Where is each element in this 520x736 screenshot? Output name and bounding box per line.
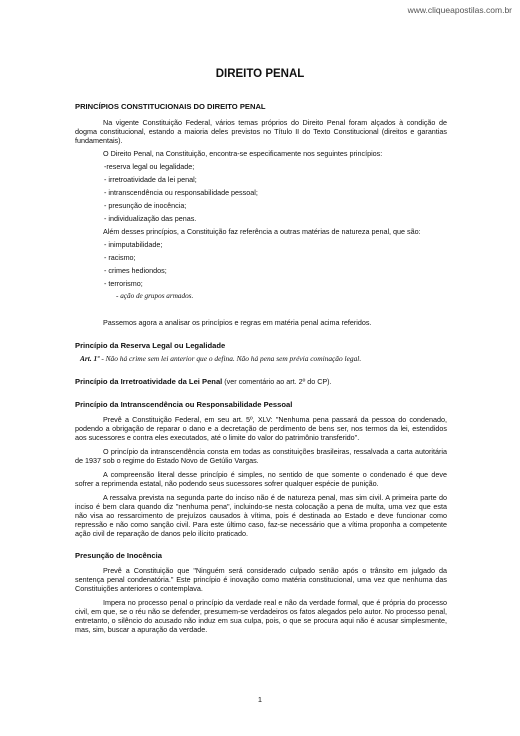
paragraph: O Direito Penal, na Constituição, encontra-se especificamente nos seguintes princípios:: [103, 149, 383, 158]
list-item: - crimes hediondos;: [104, 266, 167, 275]
list-item: - individualização das penas.: [104, 214, 197, 223]
article-text: - Não há crime sem lei anterior que o defina. Não há pena sem prévia cominação legal.: [99, 354, 362, 363]
page-title: DIREITO PENAL: [215, 68, 305, 80]
section-heading: Princípio da Reserva Legal ou Legalidade: [75, 341, 226, 350]
paragraph: Prevê a Constituição que "Ninguém será considerado culpado senão após o trânsito em julgado da sentença penal condenatória." Este princípio é inovação como matéria constitucional, uma vez que nenhuma das Constituições anteriores o contemplava.: [75, 566, 447, 593]
list-item: - ação de grupos armados.: [116, 292, 194, 300]
paragraph: Impera no processo penal o princípio da verdade real e não da verdade formal, que é própria do processo civil, em que, se o réu não se defender, presumem-se verdadeiros os fatos alegados pelo autor. No processo penal, entretanto, o silêncio do acusado não induz em sua culpa, pois, o que se procura aqui não é acusar simplesmente, mas, sim, buscar a apuração da verdade.: [75, 598, 447, 634]
list-item: - presunção de inocência;: [104, 201, 187, 210]
list-item: - terrorismo;: [104, 279, 143, 288]
document-body: [75, 102, 447, 634]
paragraph: Prevê a Constituição Federal, em seu art. 5º, XLV: "Nenhuma pena passará da pessoa do condenado, podendo a obrigação de reparar o dano e a decretação de perdimento de bens ser, nos termos da lei, estendidos aos sucessores e contra eles executados, até o limite do valor do patrimônio transferido".: [75, 415, 447, 442]
paragraph: O princípio da intranscendência consta em todas as constituições brasileiras, ressalvada a carta autoritária de 1937 sob o regime do Estado Novo de Getúlio Vargas.: [75, 447, 447, 465]
paragraph: Passemos agora a analisar os princípios e regras em matéria penal acima referidos.: [103, 318, 372, 327]
page-number: 1: [257, 695, 263, 704]
list-item: -reserva legal ou legalidade;: [104, 162, 195, 171]
list-item: - inimputabilidade;: [104, 240, 163, 249]
list-item: - irretroatividade da lei penal;: [104, 175, 197, 184]
paragraph: A ressalva prevista na segunda parte do inciso não é de natureza penal, mas sim civil. A primeira parte do inciso é bem clara quando diz "nenhuma pena", incluindo-se nesta colocação a pena de multa, uma vez que esta não visa ao ressarcimento de prejuízos causados à vítima, pois é destinada ao Estado e deve funcionar como repressão e não como sanção civil. Para este último caso, faz-se necessário que a vítima proponha a competente ação civil de reparação de danos pelo ilícito praticado.: [75, 493, 447, 538]
paragraph: Na vigente Constituição Federal, vários temas próprios do Direito Penal foram alçados à condição de dogma constitucional, estando a maioria deles previstos no Título II do Texto Constitucional (direitos e garantias fundamentais).: [75, 118, 447, 145]
list-item: - intranscendência ou responsabilidade pessoal;: [104, 188, 258, 197]
section-heading: Princípio da Irretroatividade da Lei Penal: [75, 377, 223, 386]
heading-note: (ver comentário ao art. 2º do CP).: [222, 377, 332, 386]
paragraph: Além desses princípios, a Constituição faz referência a outras matérias de natureza penal, que são:: [103, 227, 421, 236]
list-item: - racismo;: [104, 253, 136, 262]
section-heading: PRINCÍPIOS CONSTITUCIONAIS DO DIREITO PENAL: [75, 102, 266, 111]
site-url: www.cliqueapostilas.com.br: [407, 5, 512, 15]
section-heading: Princípio da Intranscendência ou Responsabilidade Pessoal: [75, 400, 293, 409]
paragraph: A compreensão literal desse princípio é simples, no sentido de que somente o condenado é que deve sofrer a reprimenda estatal, não podendo seus sucessores sofrer qualquer espécie de punição.: [75, 470, 447, 488]
section-heading: Presunção de Inocência: [75, 551, 162, 560]
section-heading-line: [75, 377, 447, 386]
article-label: Art. 1º: [80, 354, 100, 363]
article-quote: [75, 354, 447, 363]
